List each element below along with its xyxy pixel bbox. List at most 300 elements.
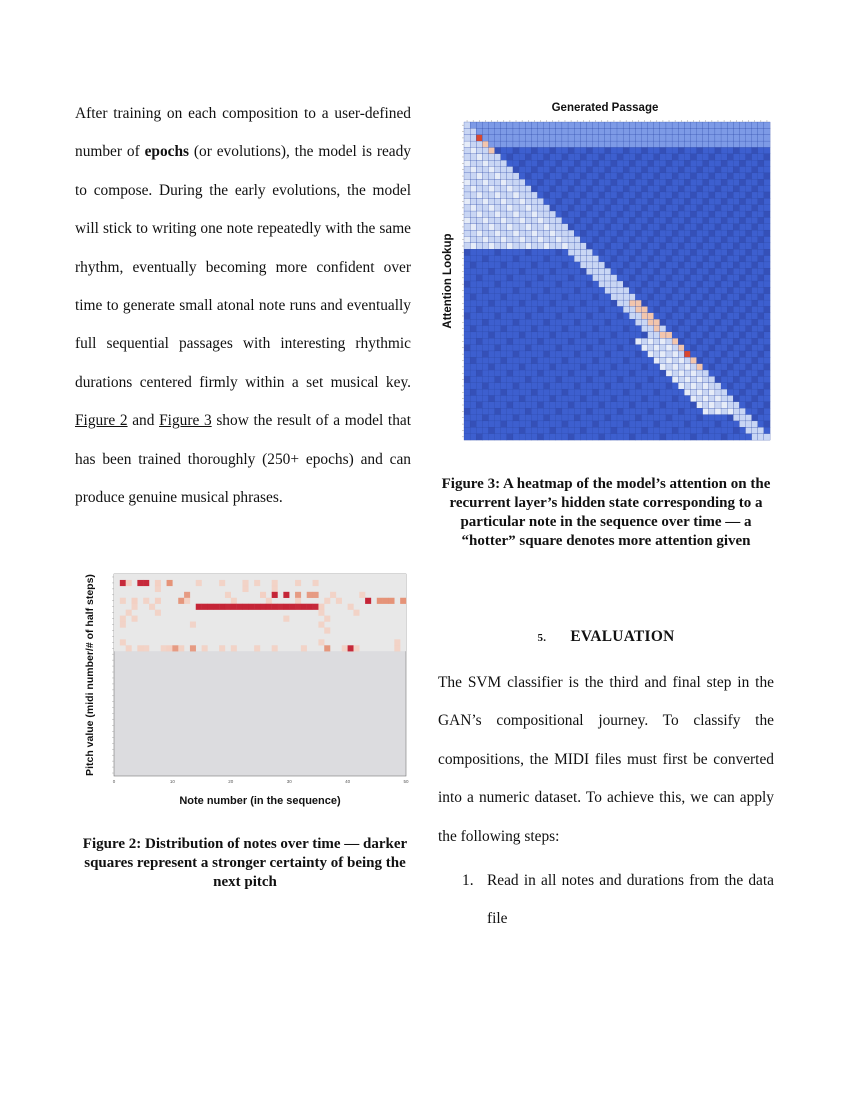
heat-cell [476,287,482,293]
heat-cell [721,427,727,433]
heat-cell [672,186,678,192]
heat-cell [495,198,501,204]
heat-cell [654,243,660,249]
heat-cell [678,434,684,440]
heat-cell [574,154,580,160]
heat-cell [648,147,654,153]
heat-cell [470,345,476,351]
heat-cell [544,345,550,351]
heat-cell [593,370,599,376]
heat-cell [690,376,696,382]
heat-cell [703,256,709,262]
heat-cell [648,192,654,198]
heat-cell [733,389,739,395]
heat-cell [513,128,519,134]
heat-cell [470,383,476,389]
heat-cell [501,147,507,153]
heat-cell [476,160,482,166]
heat-cell [746,383,752,389]
heat-cell [697,319,703,325]
heat-cell [593,395,599,401]
heat-cell [562,319,568,325]
heat-cell [488,186,494,192]
heat-cell [519,345,525,351]
heat-cell [703,376,709,382]
heat-cell [648,135,654,141]
heat-cell [684,364,690,370]
heat-cell [660,211,666,217]
heat-cell [654,186,660,192]
heat-cell [574,434,580,440]
heat-cell [684,415,690,421]
heat-cell [611,160,617,166]
heat-cell [593,243,599,249]
heat-cell [635,205,641,211]
heat-cell [574,376,580,382]
heat-cell [120,639,126,645]
heat-cell [464,338,470,344]
heat-cell [513,122,519,128]
heat-cell [641,160,647,166]
heat-cell [586,351,592,357]
heat-cell [556,128,562,134]
heat-cell [544,389,550,395]
heat-cell [623,319,629,325]
heat-cell [574,268,580,274]
heat-cell [531,275,537,281]
heat-cell [605,224,611,230]
heat-cell [593,192,599,198]
heat-cell [556,345,562,351]
heat-cell [568,415,574,421]
heat-cell [482,205,488,211]
heat-cell [550,351,556,357]
heat-cell [525,160,531,166]
heat-cell [605,395,611,401]
heat-cell [703,192,709,198]
heat-cell [132,616,138,622]
heat-cell [513,224,519,230]
heat-cell [132,598,138,604]
heat-cell [611,198,617,204]
heat-cell [586,230,592,236]
heat-cell [684,141,690,147]
heat-cell [752,173,758,179]
figure-2-link[interactable]: Figure 2 [75,412,128,430]
heat-cell [605,338,611,344]
heat-cell [721,236,727,242]
heat-cell [617,167,623,173]
heat-cell [501,338,507,344]
heat-cell [556,370,562,376]
heat-cell [488,154,494,160]
figure-3-link[interactable]: Figure 3 [159,412,212,430]
heat-cell [654,351,660,357]
heat-cell [660,395,666,401]
heat-cell [519,192,525,198]
heat-cell [758,370,764,376]
heat-cell [666,345,672,351]
heat-cell [562,179,568,185]
heat-cell [605,147,611,153]
heat-cell [568,154,574,160]
heat-cell [635,224,641,230]
heat-cell [678,427,684,433]
heat-cell [611,154,617,160]
heat-cell [550,408,556,414]
heat-cell [495,192,501,198]
heat-cell [617,141,623,147]
heat-cell [721,141,727,147]
heat-cell [513,205,519,211]
heat-cell [721,268,727,274]
heat-cell [739,154,745,160]
heat-cell [488,262,494,268]
heat-cell [746,205,752,211]
heat-cell [703,351,709,357]
heat-cell [231,645,237,651]
heat-cell [231,598,237,604]
heat-cell [641,281,647,287]
heat-cell [537,160,543,166]
heat-cell [733,128,739,134]
heat-cell [525,198,531,204]
heat-cell [568,205,574,211]
heat-cell [721,294,727,300]
x-tick-label: 0 [112,779,116,784]
heat-cell [482,427,488,433]
heat-cell [635,313,641,319]
heat-cell [507,319,513,325]
heat-cell [470,243,476,249]
heat-cell [537,300,543,306]
heat-cell [580,415,586,421]
heat-cell [544,128,550,134]
heat-cell [672,427,678,433]
heat-cell [562,357,568,363]
heat-cell [660,357,666,363]
heat-cell [513,256,519,262]
heat-cell [599,338,605,344]
heat-cell [531,357,537,363]
heat-cell [690,135,696,141]
heat-cell [501,357,507,363]
heat-cell [501,332,507,338]
heat-cell [599,306,605,312]
heat-cell [678,128,684,134]
heat-cell [623,332,629,338]
heat-cell [623,122,629,128]
heat-cell [684,160,690,166]
heat-cell [635,141,641,147]
heat-cell [525,236,531,242]
heat-cell [525,217,531,223]
heat-cell [501,395,507,401]
heat-cell [678,275,684,281]
heat-cell [715,262,721,268]
heat-cell [599,167,605,173]
heat-cell [593,205,599,211]
heat-cell [697,167,703,173]
heat-cell [476,198,482,204]
heat-cell [733,217,739,223]
heat-cell [715,224,721,230]
heat-cell [635,275,641,281]
heat-cell [746,135,752,141]
heat-cell [703,186,709,192]
heat-cell [482,230,488,236]
heat-cell [666,434,672,440]
heat-cell [709,217,715,223]
heat-cell [556,319,562,325]
heat-cell [464,427,470,433]
heat-cell [629,154,635,160]
heat-cell [654,338,660,344]
heat-cell [727,167,733,173]
heat-cell [531,294,537,300]
heat-cell [654,326,660,332]
heat-cell [758,287,764,293]
heat-cell [678,205,684,211]
heat-cell [488,383,494,389]
heat-cell [739,262,745,268]
heat-cell [611,281,617,287]
heat-cell [617,173,623,179]
heat-cell [531,262,537,268]
heat-cell [690,167,696,173]
heat-cell [629,415,635,421]
heat-cell [488,256,494,262]
heat-cell [721,249,727,255]
heat-cell [727,408,733,414]
heat-cell [703,167,709,173]
heat-cell [623,300,629,306]
heat-cell [272,604,278,610]
heat-cell [703,122,709,128]
heat-cell [550,135,556,141]
heat-cell [599,211,605,217]
heat-cell [727,395,733,401]
heat-cell [752,395,758,401]
heat-cell [513,243,519,249]
heat-cell [623,408,629,414]
heat-cell [703,147,709,153]
heat-cell [727,243,733,249]
heat-cell [525,319,531,325]
heat-cell [611,141,617,147]
heat-cell [764,427,770,433]
heat-cell [488,345,494,351]
heat-cell [758,173,764,179]
heat-cell [525,345,531,351]
heat-cell [709,306,715,312]
heat-cell [562,128,568,134]
heat-cell [739,217,745,223]
heat-cell [641,427,647,433]
heat-cell [580,262,586,268]
heat-cell [641,147,647,153]
heat-cell [464,319,470,325]
heat-cell [501,224,507,230]
heat-cell [697,141,703,147]
heat-cell [611,294,617,300]
heat-cell [617,135,623,141]
heat-cell [599,224,605,230]
heat-cell [715,370,721,376]
heat-cell [507,205,513,211]
heat-cell [727,128,733,134]
heat-cell [586,256,592,262]
heat-cell [697,427,703,433]
heat-cell [721,326,727,332]
heat-cell [568,294,574,300]
heat-cell [580,345,586,351]
heat-cell [537,389,543,395]
heat-cell [721,262,727,268]
heat-cell [580,300,586,306]
heat-cell [641,326,647,332]
heat-cell [739,224,745,230]
heat-cell [746,275,752,281]
heat-cell [648,167,654,173]
heat-cell [629,389,635,395]
heat-cell [697,306,703,312]
heat-cell [556,135,562,141]
heat-cell [513,154,519,160]
heat-cell [525,338,531,344]
heat-cell [764,281,770,287]
heat-cell [531,230,537,236]
heat-cell [495,268,501,274]
heat-cell [697,224,703,230]
heat-cell [562,376,568,382]
heat-cell [507,217,513,223]
heat-cell [537,173,543,179]
heat-cell [758,389,764,395]
heat-cell [482,300,488,306]
heat-cell [562,256,568,262]
heat-cell [482,211,488,217]
heat-cell [635,268,641,274]
heat-cell [752,256,758,262]
heat-cell [739,402,745,408]
heat-cell [721,434,727,440]
heat-cell [678,224,684,230]
heat-cell [623,351,629,357]
heat-cell [476,243,482,249]
heat-cell [678,319,684,325]
heat-cell [562,154,568,160]
heat-cell [605,135,611,141]
heat-cell [739,179,745,185]
heat-cell [635,434,641,440]
heat-cell [556,249,562,255]
heat-cell [586,402,592,408]
heat-cell [623,287,629,293]
heat-cell [635,294,641,300]
heat-cell [641,268,647,274]
heat-cell [513,147,519,153]
heat-cell [501,351,507,357]
heat-cell [703,383,709,389]
heat-cell [611,122,617,128]
heat-cell [519,122,525,128]
heat-cell [764,332,770,338]
heat-cell [519,179,525,185]
heat-cell [531,319,537,325]
heat-cell [513,294,519,300]
heat-cell [525,332,531,338]
heat-cell [641,313,647,319]
heat-cell [752,300,758,306]
heat-cell [544,427,550,433]
heat-cell [721,205,727,211]
heat-cell [482,147,488,153]
heat-cell [531,141,537,147]
heat-cell [488,224,494,230]
heat-cell [550,230,556,236]
heat-cell [764,345,770,351]
heat-cell [507,128,513,134]
heat-cell [495,395,501,401]
heat-cell [501,326,507,332]
heat-cell [654,154,660,160]
heat-cell [550,128,556,134]
heat-cell [672,364,678,370]
heat-cell [764,179,770,185]
heat-cell [531,173,537,179]
heat-cell [752,287,758,293]
heat-cell [513,370,519,376]
heat-cell [733,135,739,141]
heat-cell [678,262,684,268]
heat-cell [464,408,470,414]
heat-cell [537,383,543,389]
heat-cell [672,408,678,414]
heat-cell [550,173,556,179]
heat-cell [568,217,574,223]
heat-cell [513,268,519,274]
heat-cell [537,427,543,433]
heat-cell [611,275,617,281]
heat-cell [470,122,476,128]
heat-cell [690,364,696,370]
heat-cell [562,306,568,312]
heat-cell [733,376,739,382]
heat-cell [574,395,580,401]
heat-cell [752,313,758,319]
heat-cell [488,268,494,274]
heat-cell [476,256,482,262]
heat-cell [672,319,678,325]
heat-cell [660,192,666,198]
heat-cell [666,224,672,230]
heat-cell [544,383,550,389]
heat-cell [697,415,703,421]
heat-cell [617,332,623,338]
heat-cell [690,338,696,344]
heat-cell [690,141,696,147]
heat-cell [562,427,568,433]
heat-cell [519,408,525,414]
heat-cell [562,135,568,141]
heat-cell [617,236,623,242]
heat-cell [568,313,574,319]
heat-cell [605,370,611,376]
heat-cell [377,598,383,604]
heat-cell [666,338,672,344]
heat-cell [684,376,690,382]
